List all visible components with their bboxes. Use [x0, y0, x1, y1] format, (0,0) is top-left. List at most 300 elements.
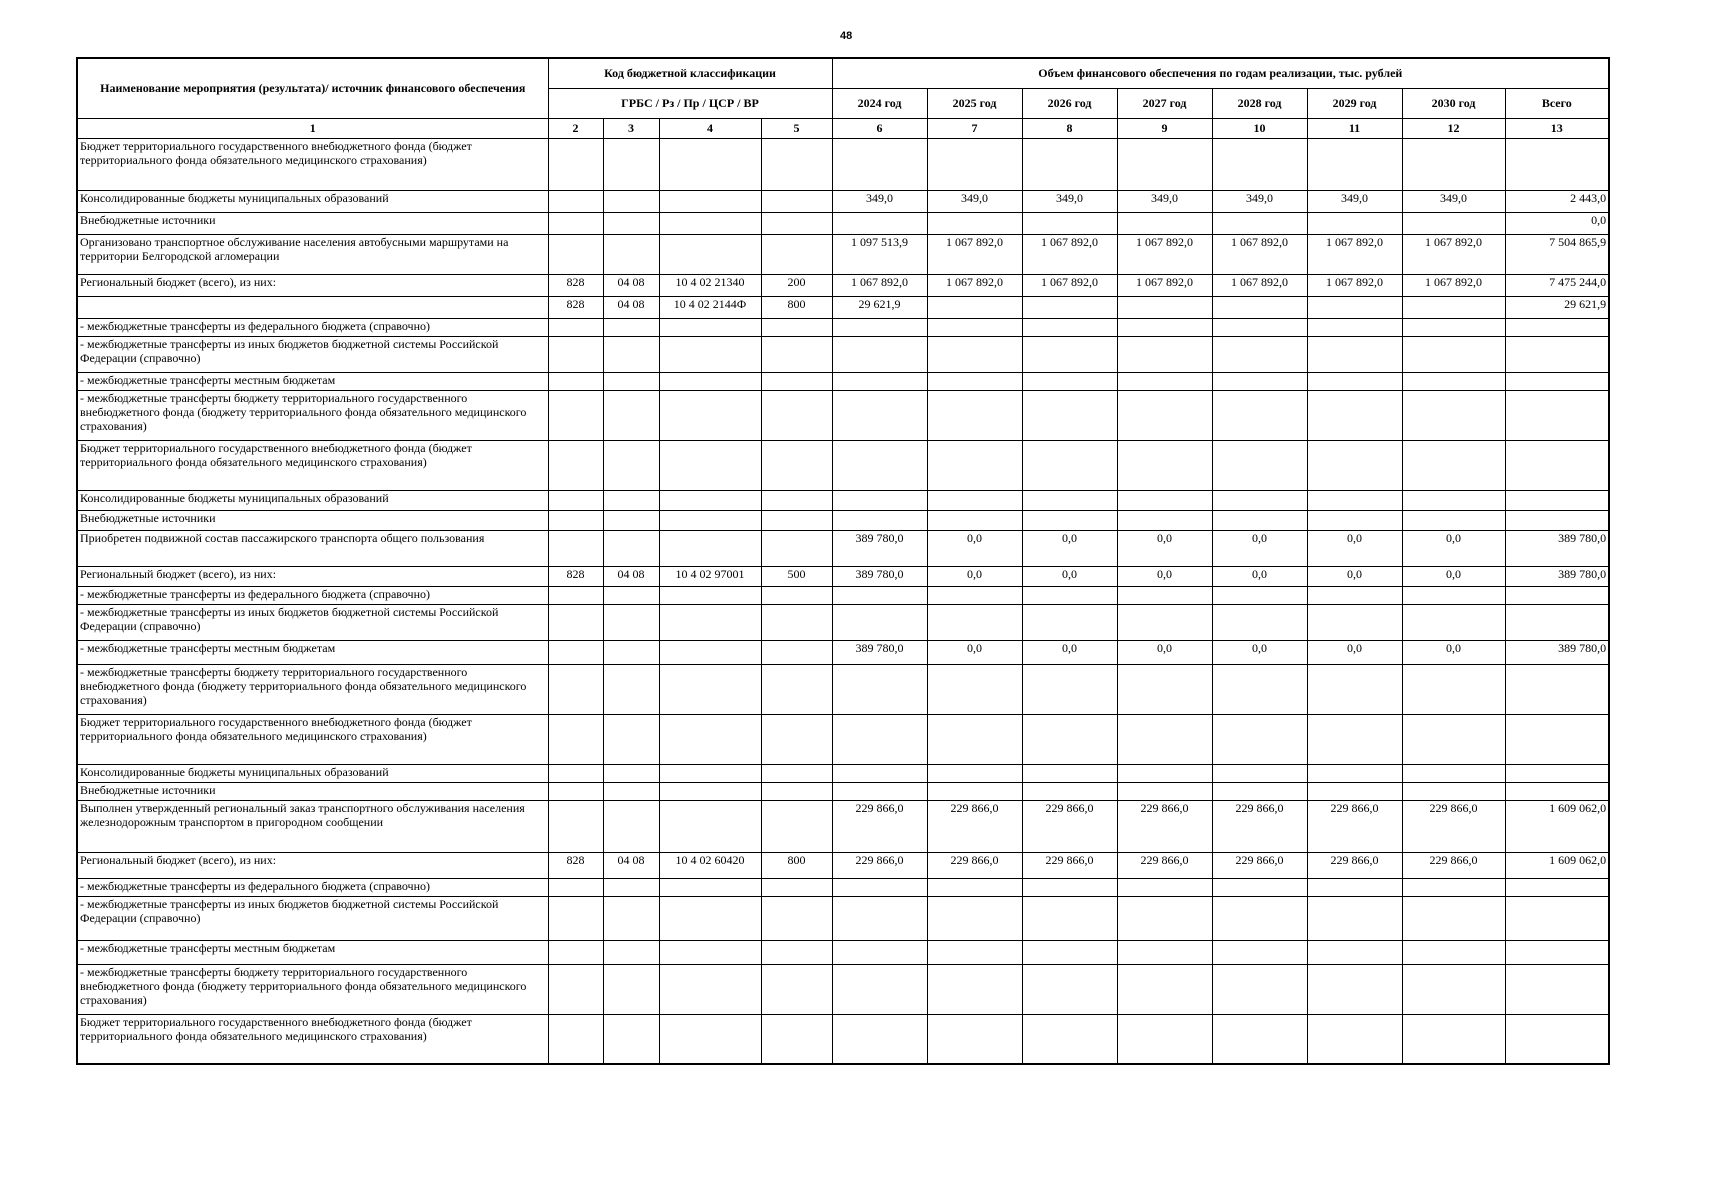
row-code: 828 [548, 274, 603, 296]
row-value [1402, 878, 1505, 896]
row-total [1505, 372, 1609, 390]
row-code [659, 878, 761, 896]
row-value [1307, 664, 1402, 714]
row-code [603, 640, 659, 664]
row-value [832, 586, 927, 604]
row-value [1022, 296, 1117, 318]
row-value: 0,0 [1117, 640, 1212, 664]
row-value [1117, 490, 1212, 510]
row-value [1402, 336, 1505, 372]
row-value [1022, 318, 1117, 336]
row-value [1402, 764, 1505, 782]
row-name: - межбюджетные трансферты из федерального бюджета (справочно) [77, 586, 548, 604]
col-number: 2 [548, 118, 603, 138]
row-value [1402, 604, 1505, 640]
header-year: 2029 год [1307, 88, 1402, 118]
row-value: 0,0 [1117, 530, 1212, 566]
row-value: 1 067 892,0 [1307, 234, 1402, 274]
row-value [1402, 138, 1505, 190]
row-value [1117, 336, 1212, 372]
row-value: 349,0 [832, 190, 927, 212]
row-value: 349,0 [1022, 190, 1117, 212]
row-value [1402, 390, 1505, 440]
row-value [1117, 138, 1212, 190]
row-code [548, 664, 603, 714]
table-row [77, 510, 1609, 530]
row-value [832, 490, 927, 510]
row-code [761, 964, 832, 1014]
row-value: 229 866,0 [1117, 852, 1212, 878]
table-row [77, 490, 1609, 510]
header-year: 2024 год [832, 88, 927, 118]
row-value [1117, 440, 1212, 490]
row-code: 800 [761, 852, 832, 878]
row-value [927, 896, 1022, 940]
row-value: 1 067 892,0 [1022, 274, 1117, 296]
row-value: 349,0 [1307, 190, 1402, 212]
row-code [548, 782, 603, 800]
row-value [927, 878, 1022, 896]
row-code [659, 234, 761, 274]
row-value [832, 510, 927, 530]
table-row [77, 964, 1609, 1014]
row-code: 04 08 [603, 296, 659, 318]
row-value [1402, 440, 1505, 490]
row-value [1022, 714, 1117, 764]
row-value [832, 1014, 927, 1064]
row-value [832, 714, 927, 764]
row-code [761, 878, 832, 896]
row-code [548, 604, 603, 640]
row-value: 1 067 892,0 [1307, 274, 1402, 296]
row-value [1212, 714, 1307, 764]
row-value [1402, 372, 1505, 390]
col-number: 4 [659, 118, 761, 138]
row-name: Внебюджетные источники [77, 212, 548, 234]
row-value [1212, 878, 1307, 896]
row-total [1505, 782, 1609, 800]
row-value: 0,0 [927, 566, 1022, 586]
row-code [603, 940, 659, 964]
row-code [548, 510, 603, 530]
table-row [77, 274, 1609, 296]
row-value [927, 390, 1022, 440]
row-code [548, 964, 603, 1014]
table-row [77, 566, 1609, 586]
row-value [1022, 964, 1117, 1014]
row-code [761, 664, 832, 714]
row-value [832, 878, 927, 896]
row-value: 1 097 513,9 [832, 234, 927, 274]
row-value [832, 336, 927, 372]
row-value [1402, 586, 1505, 604]
row-value [832, 940, 927, 964]
table-row [77, 852, 1609, 878]
row-value [1307, 964, 1402, 1014]
row-value [832, 212, 927, 234]
row-value [1307, 764, 1402, 782]
header-year: 2027 год [1117, 88, 1212, 118]
row-code [659, 190, 761, 212]
row-code: 200 [761, 274, 832, 296]
row-value [1117, 896, 1212, 940]
col-number: 5 [761, 118, 832, 138]
row-value [927, 372, 1022, 390]
col-number: 8 [1022, 118, 1117, 138]
row-value: 1 067 892,0 [1117, 234, 1212, 274]
row-code [659, 318, 761, 336]
financing-table [76, 57, 1610, 1065]
row-code [761, 318, 832, 336]
row-value [927, 296, 1022, 318]
row-code [548, 940, 603, 964]
row-value [1117, 940, 1212, 964]
row-code [761, 530, 832, 566]
row-value [1022, 212, 1117, 234]
row-code [659, 664, 761, 714]
row-value [1402, 964, 1505, 1014]
row-value [1402, 490, 1505, 510]
col-number: 7 [927, 118, 1022, 138]
row-value [832, 896, 927, 940]
row-value [1117, 390, 1212, 440]
table-row [77, 212, 1609, 234]
row-code [659, 782, 761, 800]
row-code [659, 764, 761, 782]
row-total: 7 475 244,0 [1505, 274, 1609, 296]
row-value [1117, 764, 1212, 782]
row-code [761, 372, 832, 390]
row-value [1307, 714, 1402, 764]
row-code [761, 510, 832, 530]
table-row [77, 664, 1609, 714]
row-code [548, 764, 603, 782]
row-value [1402, 664, 1505, 714]
row-value [832, 318, 927, 336]
row-total [1505, 964, 1609, 1014]
header-col-numbers [77, 118, 1609, 138]
row-total [1505, 664, 1609, 714]
row-value [927, 318, 1022, 336]
row-value [1402, 296, 1505, 318]
row-code [603, 190, 659, 212]
row-value: 0,0 [1212, 566, 1307, 586]
row-total [1505, 896, 1609, 940]
row-total [1505, 714, 1609, 764]
row-value [1212, 212, 1307, 234]
row-total: 2 443,0 [1505, 190, 1609, 212]
row-total: 1 609 062,0 [1505, 800, 1609, 852]
row-name: Региональный бюджет (всего), из них: [77, 274, 548, 296]
row-value [927, 490, 1022, 510]
row-code [603, 372, 659, 390]
row-value [1212, 664, 1307, 714]
row-name: - межбюджетные трансферты из иных бюджетов бюджетной системы Российской Федерации (справочно) [77, 896, 548, 940]
row-value [1117, 604, 1212, 640]
row-value: 0,0 [1307, 640, 1402, 664]
row-code [603, 490, 659, 510]
row-code [659, 896, 761, 940]
row-code [548, 138, 603, 190]
row-value: 229 866,0 [832, 800, 927, 852]
row-value [832, 764, 927, 782]
row-value [832, 390, 927, 440]
header-code-sub: ГРБС / Рз / Пр / ЦСР / ВР [548, 88, 832, 118]
row-code [659, 1014, 761, 1064]
header-year: 2030 год [1402, 88, 1505, 118]
row-value [1022, 604, 1117, 640]
row-value [1117, 1014, 1212, 1064]
row-code [548, 212, 603, 234]
row-value [1402, 940, 1505, 964]
row-value: 1 067 892,0 [832, 274, 927, 296]
row-code: 04 08 [603, 274, 659, 296]
row-value [1022, 878, 1117, 896]
row-value: 0,0 [1022, 640, 1117, 664]
row-value [1212, 372, 1307, 390]
row-value [832, 604, 927, 640]
row-value: 349,0 [1212, 190, 1307, 212]
row-code [548, 586, 603, 604]
table-row [77, 782, 1609, 800]
header-total: Всего [1505, 88, 1609, 118]
row-total: 0,0 [1505, 212, 1609, 234]
col-number: 13 [1505, 118, 1609, 138]
row-value: 389 780,0 [832, 530, 927, 566]
row-value: 1 067 892,0 [1402, 234, 1505, 274]
row-total [1505, 440, 1609, 490]
row-value: 229 866,0 [927, 852, 1022, 878]
row-value: 0,0 [927, 530, 1022, 566]
table-row [77, 604, 1609, 640]
row-code [603, 318, 659, 336]
row-value [1402, 510, 1505, 530]
row-name: Организовано транспортное обслуживание населения автобусными маршрутами на территории Белгородской агломерации [77, 234, 548, 274]
row-value [1402, 714, 1505, 764]
row-code [761, 1014, 832, 1064]
header-name-col: Наименование мероприятия (результата)/ источник финансового обеспечения [77, 58, 548, 118]
row-value [1212, 964, 1307, 1014]
row-code [548, 440, 603, 490]
header-volume-group: Объем финансового обеспечения по годам реализации, тыс. рублей [832, 58, 1609, 88]
row-name: Бюджет территориального государственного внебюджетного фонда (бюджет территориального фонда обязательного медицинского страхования) [77, 714, 548, 764]
row-value [927, 138, 1022, 190]
table-row [77, 940, 1609, 964]
row-total [1505, 586, 1609, 604]
row-code [548, 800, 603, 852]
row-code [603, 714, 659, 764]
row-value [1402, 896, 1505, 940]
row-code: 10 4 02 97001 [659, 566, 761, 586]
table-row [77, 800, 1609, 852]
row-name: Бюджет территориального государственного внебюджетного фонда (бюджет территориального фонда обязательного медицинского страхования) [77, 138, 548, 190]
table-row [77, 530, 1609, 566]
row-value: 0,0 [1212, 640, 1307, 664]
row-code: 500 [761, 566, 832, 586]
row-code [603, 800, 659, 852]
row-name: - межбюджетные трансферты бюджету территориального государственного внебюджетного фонда (бюджету территориального фонда обязательного медицинского страхования) [77, 664, 548, 714]
row-value: 389 780,0 [832, 640, 927, 664]
col-number: 9 [1117, 118, 1212, 138]
row-value: 229 866,0 [1402, 852, 1505, 878]
row-code [603, 964, 659, 1014]
row-code [659, 212, 761, 234]
row-name: - межбюджетные трансферты местным бюджетам [77, 940, 548, 964]
table-body [77, 138, 1609, 1064]
row-total: 389 780,0 [1505, 566, 1609, 586]
row-value [832, 372, 927, 390]
row-value [832, 138, 927, 190]
col-number: 1 [77, 118, 548, 138]
row-code [659, 336, 761, 372]
row-value [1212, 296, 1307, 318]
table-row [77, 878, 1609, 896]
col-number: 11 [1307, 118, 1402, 138]
row-code [761, 586, 832, 604]
row-code: 828 [548, 296, 603, 318]
row-total [1505, 604, 1609, 640]
row-name: - межбюджетные трансферты из иных бюджетов бюджетной системы Российской Федерации (справочно) [77, 336, 548, 372]
row-name: - межбюджетные трансферты из федерального бюджета (справочно) [77, 878, 548, 896]
row-value: 1 067 892,0 [1117, 274, 1212, 296]
row-value [1117, 664, 1212, 714]
row-value [927, 714, 1022, 764]
row-code [761, 336, 832, 372]
row-value [1307, 782, 1402, 800]
row-name: Консолидированные бюджеты муниципальных образований [77, 764, 548, 782]
table-row [77, 640, 1609, 664]
row-code [659, 800, 761, 852]
row-value [1022, 372, 1117, 390]
row-code [659, 640, 761, 664]
row-code [761, 490, 832, 510]
row-value [1307, 296, 1402, 318]
row-value [927, 764, 1022, 782]
row-value [1117, 878, 1212, 896]
row-value [927, 586, 1022, 604]
row-value [1022, 764, 1117, 782]
row-value: 0,0 [1307, 566, 1402, 586]
row-name: Бюджет территориального государственного внебюджетного фонда (бюджет территориального фонда обязательного медицинского страхования) [77, 440, 548, 490]
table-row [77, 586, 1609, 604]
row-value [1212, 782, 1307, 800]
row-name: - межбюджетные трансферты местным бюджетам [77, 372, 548, 390]
row-code: 10 4 02 21340 [659, 274, 761, 296]
row-code [548, 878, 603, 896]
row-value [1212, 604, 1307, 640]
row-total: 7 504 865,9 [1505, 234, 1609, 274]
row-value: 0,0 [1402, 566, 1505, 586]
row-value [1307, 510, 1402, 530]
row-value [1307, 138, 1402, 190]
row-code [659, 940, 761, 964]
table-row [77, 1014, 1609, 1064]
row-total [1505, 490, 1609, 510]
row-code [659, 604, 761, 640]
row-value: 0,0 [1307, 530, 1402, 566]
header-year: 2025 год [927, 88, 1022, 118]
row-value: 0,0 [1117, 566, 1212, 586]
row-code [603, 510, 659, 530]
table-row [77, 296, 1609, 318]
row-value [1117, 782, 1212, 800]
row-value [1212, 318, 1307, 336]
row-value: 349,0 [1402, 190, 1505, 212]
row-value: 0,0 [1402, 530, 1505, 566]
table-row [77, 896, 1609, 940]
row-code [548, 714, 603, 764]
row-value [1307, 896, 1402, 940]
row-value [832, 782, 927, 800]
row-value [1022, 390, 1117, 440]
row-value [927, 664, 1022, 714]
row-value: 389 780,0 [832, 566, 927, 586]
row-code [603, 212, 659, 234]
row-value [1402, 782, 1505, 800]
row-total: 389 780,0 [1505, 530, 1609, 566]
row-value [1117, 372, 1212, 390]
table-row [77, 390, 1609, 440]
row-name [77, 296, 548, 318]
table-row [77, 714, 1609, 764]
row-code [761, 782, 832, 800]
row-code [603, 1014, 659, 1064]
row-code [761, 190, 832, 212]
row-value [1402, 212, 1505, 234]
row-name: - межбюджетные трансферты бюджету территориального государственного внебюджетного фонда (бюджету территориального фонда обязательного медицинского страхования) [77, 964, 548, 1014]
row-code [603, 138, 659, 190]
row-code [603, 764, 659, 782]
row-code [659, 372, 761, 390]
row-code [548, 896, 603, 940]
col-number: 3 [603, 118, 659, 138]
row-value [1022, 896, 1117, 940]
row-value [927, 604, 1022, 640]
row-code [548, 336, 603, 372]
row-code: 828 [548, 852, 603, 878]
row-code [603, 586, 659, 604]
col-number: 12 [1402, 118, 1505, 138]
row-value [1117, 586, 1212, 604]
table-row [77, 440, 1609, 490]
row-value: 349,0 [1117, 190, 1212, 212]
row-code [659, 440, 761, 490]
row-value: 0,0 [1212, 530, 1307, 566]
row-code [761, 212, 832, 234]
row-value [1212, 510, 1307, 530]
row-value [1117, 510, 1212, 530]
row-code [761, 764, 832, 782]
row-code [603, 878, 659, 896]
row-name: Внебюджетные источники [77, 510, 548, 530]
row-code [548, 490, 603, 510]
row-value [1307, 940, 1402, 964]
row-value [1212, 896, 1307, 940]
header-year: 2028 год [1212, 88, 1307, 118]
row-value [1402, 1014, 1505, 1064]
row-total: 29 621,9 [1505, 296, 1609, 318]
row-total: 389 780,0 [1505, 640, 1609, 664]
row-value: 0,0 [1022, 566, 1117, 586]
row-code [548, 234, 603, 274]
row-value [1022, 940, 1117, 964]
row-value: 29 621,9 [832, 296, 927, 318]
row-value: 229 866,0 [1117, 800, 1212, 852]
row-value [1212, 1014, 1307, 1064]
row-value: 229 866,0 [1307, 852, 1402, 878]
row-name: - межбюджетные трансферты местным бюджетам [77, 640, 548, 664]
header-code-group: Код бюджетной классификации [548, 58, 832, 88]
